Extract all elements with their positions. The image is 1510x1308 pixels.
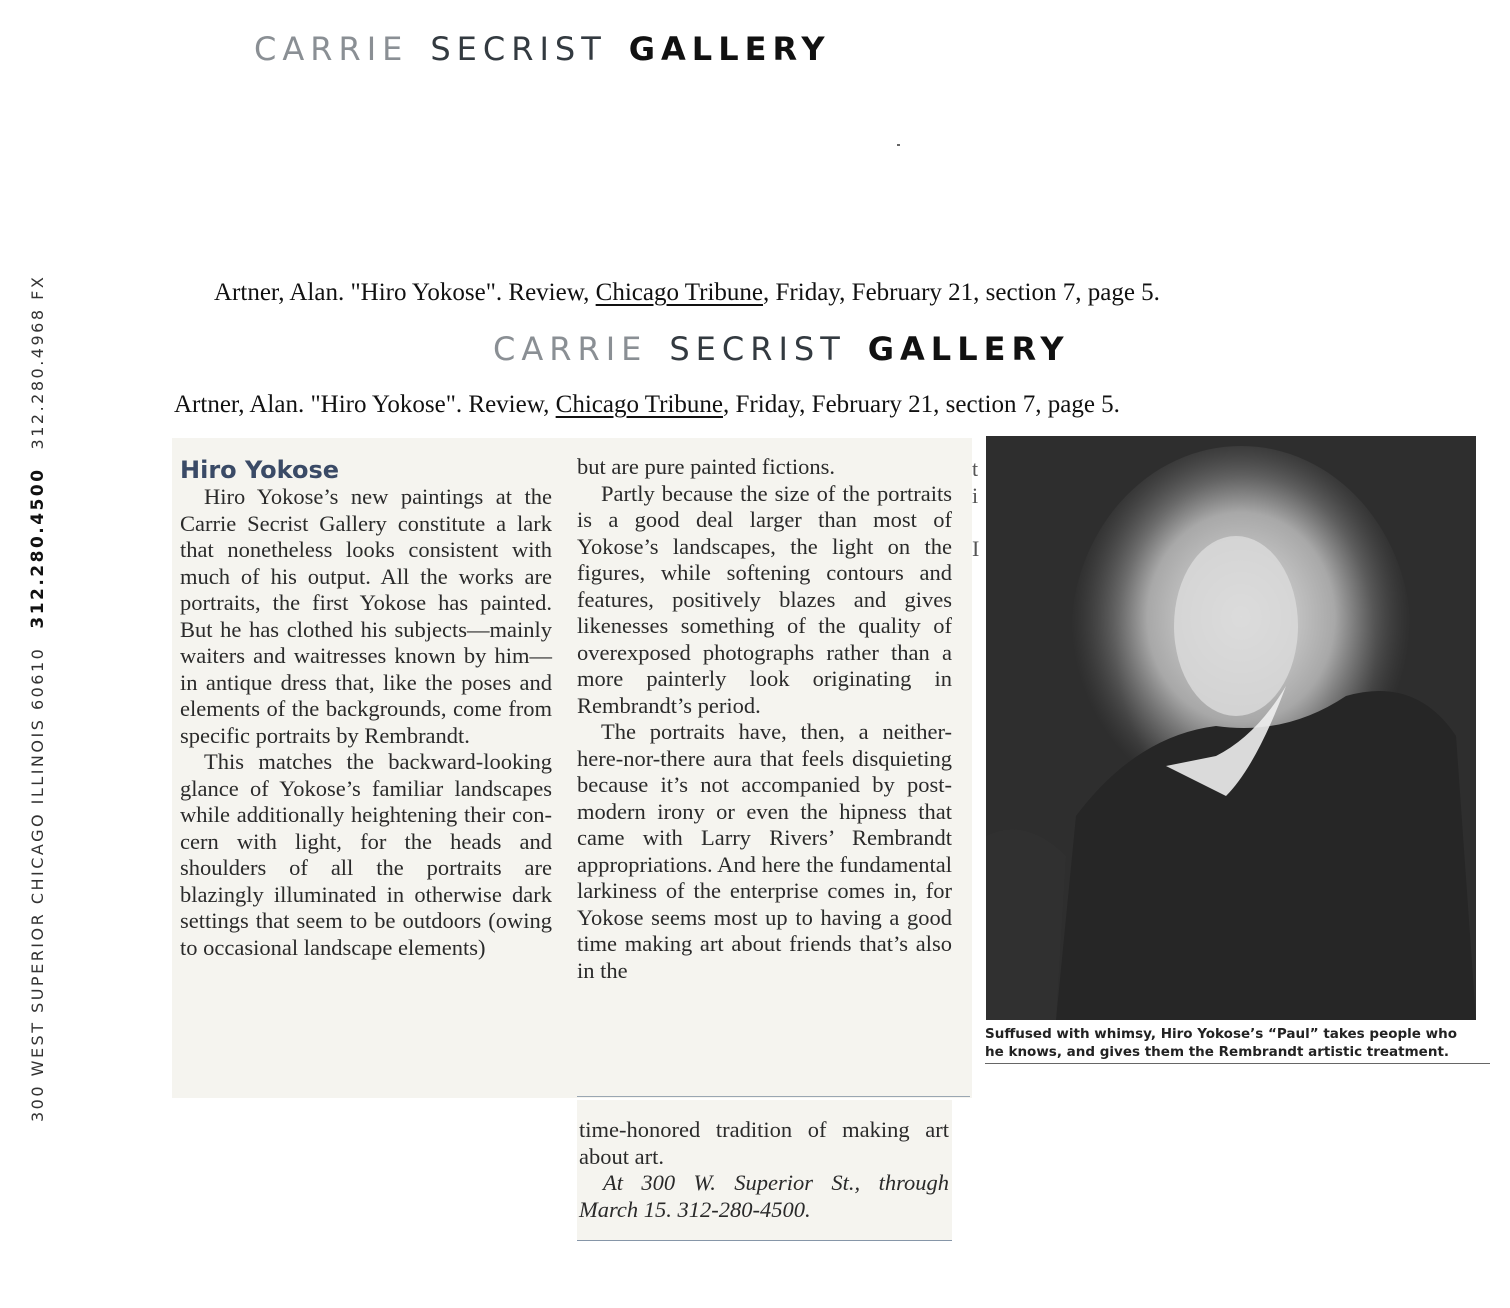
citation-suffix: , Friday, February 21, section 7, page 5. [723,391,1120,418]
citation-publication: Chicago Tribune [555,391,724,418]
logo-word-gallery: GALLERY [867,330,1070,368]
portrait-photo [986,436,1476,1020]
article-paragraph: Partly because the size of the portraits is a good deal larger than most of Yokose’s landscapes, the light on the figures, while softening contours and features, positively blazes and gives likenesses something of the quality of overexposed photographs rather than a more painterly look originating in Rembrandt’s period. [577,480,952,718]
article-paragraph: but are pure painted fictions. [577,454,836,479]
citation-suffix: , Friday, February 21, section 7, page 5. [763,279,1160,306]
caption-rule [985,1063,1490,1064]
article-column-2 [577,454,952,984]
citation-line-top [214,279,1160,307]
divider-rule [577,1096,970,1097]
gallery-logo-top [254,30,831,68]
article-paragraph: time-honored tradition of making art about art. [579,1117,949,1169]
logo-word-gallery: GALLERY [628,30,831,68]
scan-speck [897,144,900,146]
article-paragraph: The portraits have, then, a neither-here-nor-there aura that feels disquieting because it’s not accompanied by postmodern irony or even the hipness that came with Larry Rivers’ Rembrandt appropriations. And here the fundamental larkiness of the enterprise comes in, for Yokose seems most up to having a good time making art about friends that’s also in the [577,719,952,983]
citation-publication: Chicago Tribune [595,279,764,306]
citation-prefix: Artner, Alan. "Hiro Yokose". Review, [174,391,556,418]
gallery-logo-middle [493,330,1070,368]
portrait-figure-icon [986,436,1476,1020]
venue-info: At 300 W. Superior St., through March 15. 312-280-4500. [579,1170,949,1222]
logo-word-secrist: SECRIST [669,330,846,368]
phone-number: 312.280.4500 [28,467,48,629]
article-column-3 [579,1117,949,1223]
divider-rule [577,1240,952,1241]
clipped-edge-letters: t i I [972,456,980,561]
article-column-1 [180,456,552,961]
article-headline: Hiro Yokose [180,456,340,484]
article-paragraph: Hiro Yokose’s new paintings at the Carrie Secrist Gallery constitute a lark that nonetheless looks consistent with much of his output. All the works are portraits, the first Yokose has painted. But he has clothed his subjects—mainly waiters and waitresses known by him—in antique dress that, like the poses and elements of the backgrounds, come from specific portraits by Rembrandt. [180,484,552,748]
sidebar-address [28,275,48,1122]
fax-number: 312.280.4968 FX [28,274,47,450]
citation-prefix: Artner, Alan. "Hiro Yokose". Review, [214,279,596,306]
article-paragraph: This matches the backward-looking glance of Yokose’s familiar landscapes while additionally heightening their concern with light, for the heads and shoulders of all the portraits are blazingly illuminated in otherwise dark settings that seem to be outdoors (owing to occasional landscape elements) [180,749,552,960]
logo-word-secrist: SECRIST [430,30,607,68]
street-address: 300 WEST SUPERIOR CHICAGO ILLINOIS 60610 [28,646,47,1122]
logo-word-carrie: CARRIE [493,330,648,368]
logo-word-carrie: CARRIE [254,30,409,68]
citation-line-bottom [174,391,1120,419]
photo-caption: Suffused with whimsy, Hiro Yokose’s “Paul” takes people who he knows, and gives them the Rembrandt artistic treatment. [985,1026,1457,1060]
